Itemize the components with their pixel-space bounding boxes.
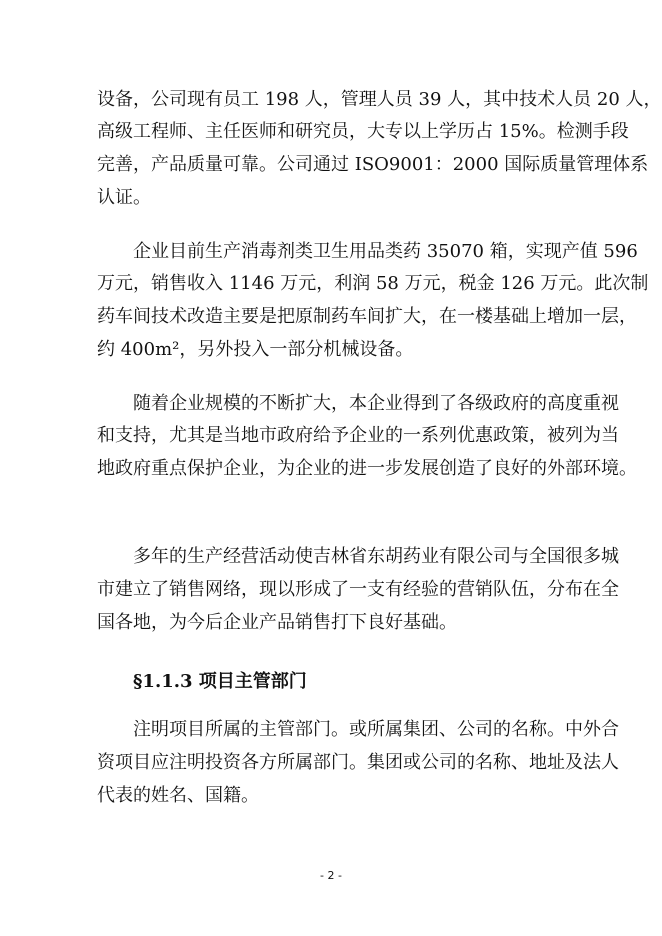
paragraph-3-line-2: 和支持，尤其是当地市政府给予企业的一系列优惠政策，被列为当 [97,425,619,446]
paragraph-2-line-2: 万元，销售收入 1146 万元，利润 58 万元，税金 126 万元。此次制 [97,273,649,294]
paragraph-1-line-4: 认证。 [97,187,151,208]
paragraph-4-line-3: 国各地，为今后企业产品销售打下良好基础。 [97,612,457,633]
final-paragraph-line-2: 资项目应注明投资各方所属部门。集团或公司的名称、地址及法人 [97,752,619,773]
paragraph-1-line-1: 设备，公司现有员工 198 人，管理人员 39 人，其中技术人员 20 人， [97,89,662,110]
paragraph-3-line-3: 地政府重点保护企业，为企业的进一步发展创造了良好的外部环境。 [97,458,637,479]
paragraph-3-line-1: 随着企业规模的不断扩大，本企业得到了各级政府的高度重视 [133,393,619,414]
paragraph-2-line-4: 约 400m²，另外投入一部分机械设备。 [97,339,414,360]
section-heading: §1.1.3 项目主管部门 [133,671,307,692]
paragraph-1-line-2: 高级工程师、主任医师和研究员，大专以上学历占 15%。检测手段 [97,121,629,142]
paragraph-2-line-1: 企业目前生产消毒剂类卫生用品类药 35070 箱，实现产值 596 [133,241,638,262]
paragraph-4-line-1: 多年的生产经营活动使吉林省东胡药业有限公司与全国很多城 [133,546,619,567]
paragraph-4-line-2: 市建立了销售网络，现以形成了一支有经验的营销队伍，分布在全 [97,579,619,600]
paragraph-1-line-3: 完善，产品质量可靠。公司通过 ISO9001：2000 国际质量管理体系 [97,154,649,175]
final-paragraph-line-1: 注明项目所属的主管部门。或所属集团、公司的名称。中外合 [133,719,619,740]
final-paragraph-line-3: 代表的姓名、国籍。 [97,785,259,806]
page-number: - 2 - [320,869,342,882]
paragraph-2-line-3: 药车间技术改造主要是把原制药车间扩大，在一楼基础上增加一层， [97,306,637,327]
